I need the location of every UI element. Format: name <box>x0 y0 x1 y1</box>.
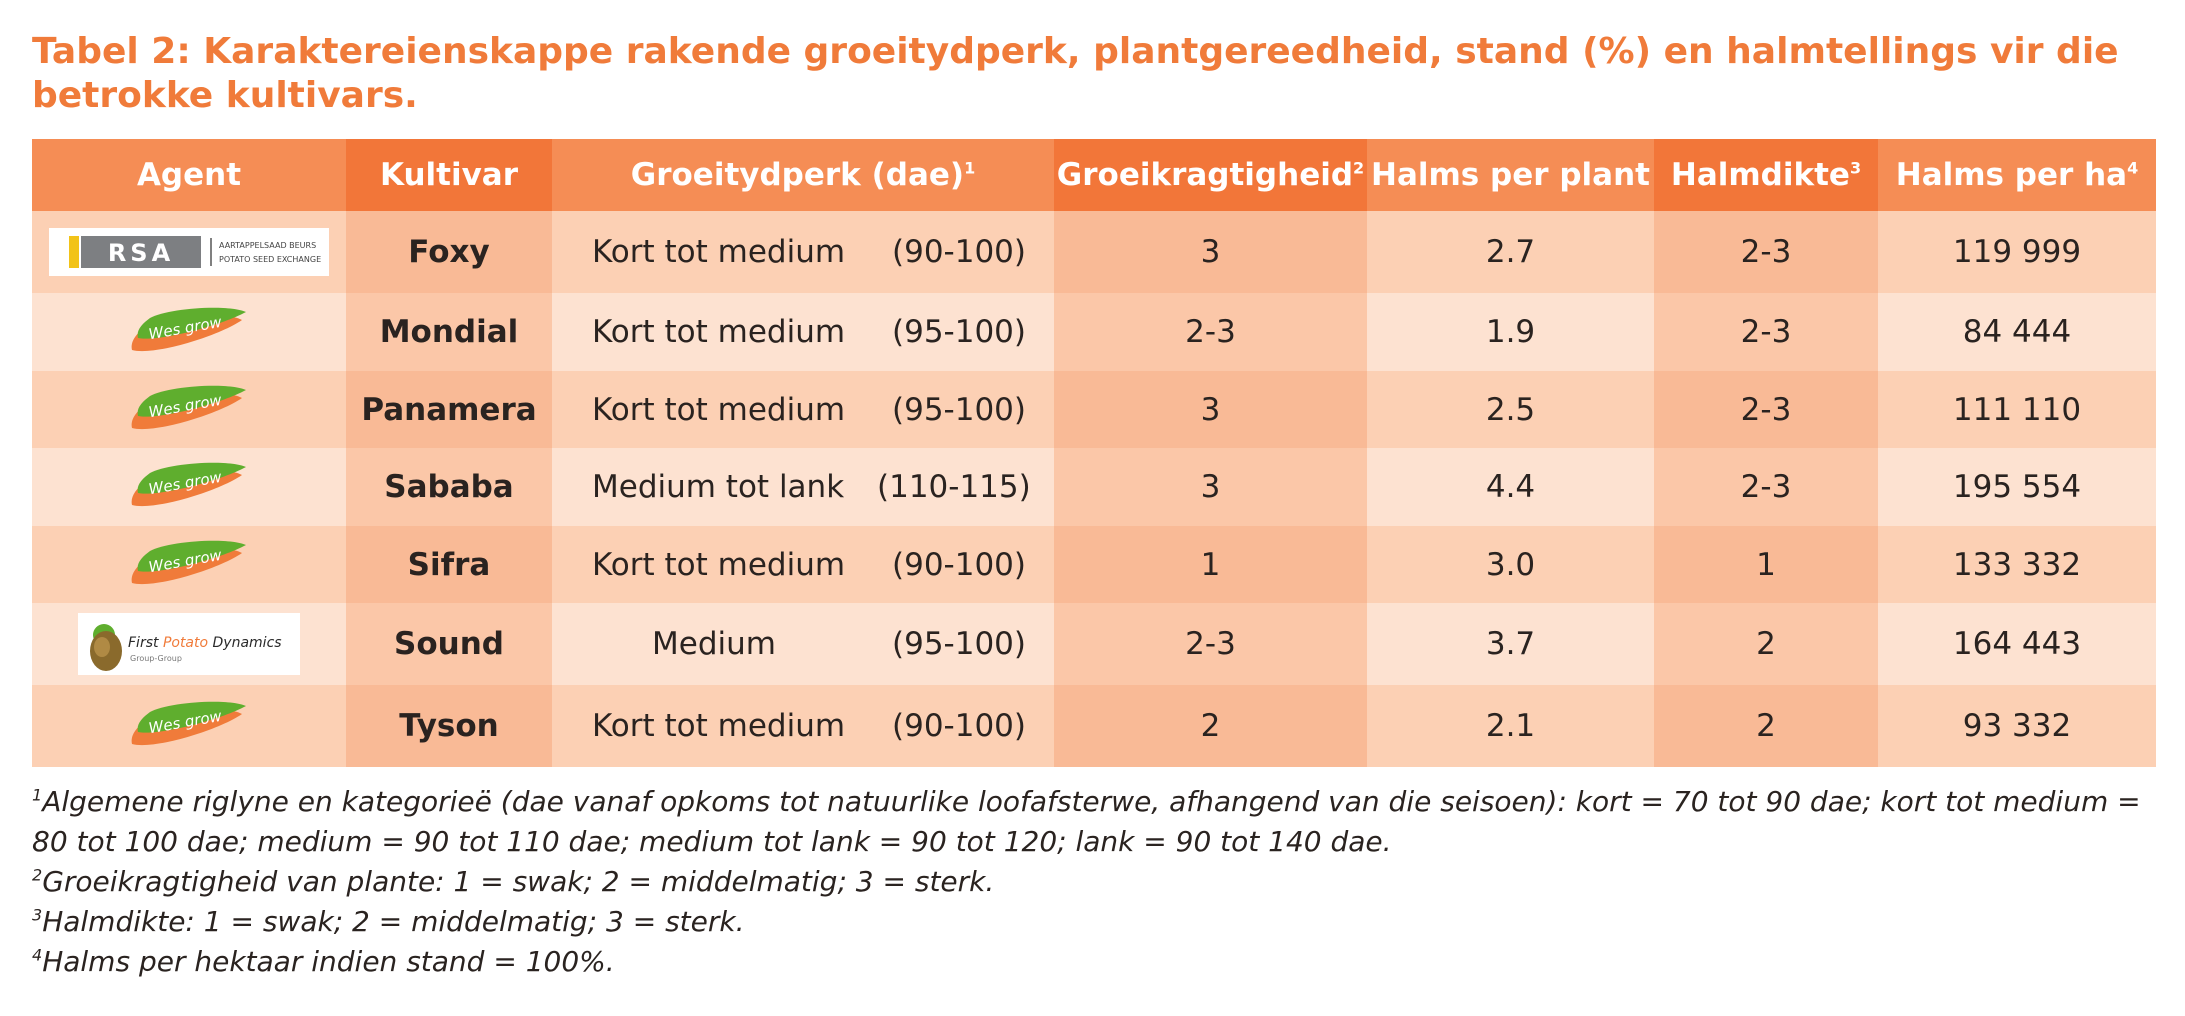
halms-per-ha-cell: 164 443 <box>1878 603 2156 685</box>
halmdikte-cell: 2-3 <box>1654 371 1878 448</box>
svg-text:Wes grow: Wes grow <box>147 467 224 499</box>
groeikragtigheid-cell: 3 <box>1054 371 1367 448</box>
agent-cell <box>32 603 346 685</box>
groeitydperk-cell: Kort tot medium (90-100) <box>552 526 1054 603</box>
header-halmdikte: Halmdikte$^3$ <box>1654 139 1878 211</box>
groeitydperk-cell: Kort tot medium (90-100) <box>552 685 1054 767</box>
svg-text:Wes grow: Wes grow <box>147 390 224 421</box>
footnote-2: $^2$Groeikragtigheid van plante: 1 = swak; 2 = middelmatig; 3 = sterk. <box>32 865 995 898</box>
svg-text:Wes grow: Wes grow <box>147 545 224 576</box>
groeikragtigheid-cell: 2 <box>1054 685 1367 767</box>
kultivar-cell: Sababa <box>346 448 552 526</box>
kultivar-cell: Sound <box>346 603 552 685</box>
halms-per-plant-cell: 1.9 <box>1367 293 1654 371</box>
table-title: Tabel 2: Karaktereienskappe rakende groeitydperk, plantgereedheid, stand (%) en halmtellings vir die betrokke kultivars. <box>32 31 2119 116</box>
groeikragtigheid-cell: 3 <box>1054 211 1367 293</box>
header-groeitydperk: Groeitydperk (dae)$^1$ <box>552 139 1054 211</box>
groeitydperk-cell: Kort tot medium (95-100) <box>552 371 1054 448</box>
svg-text:First Potato Dynamics: First Potato Dynamics <box>128 635 282 651</box>
halms-per-ha-cell: 93 332 <box>1878 685 2156 767</box>
table-row <box>32 211 2156 293</box>
groeitydperk-cell: Medium (95-100) <box>552 603 1054 685</box>
rsa-logo <box>49 228 329 276</box>
halms-per-plant-cell: 4.4 <box>1367 448 1654 526</box>
footnotes <box>32 782 2162 982</box>
agent-cell <box>32 685 346 767</box>
agent-cell <box>32 371 346 448</box>
halmdikte-cell: 2-3 <box>1654 448 1878 526</box>
kultivar-cell: Mondial <box>346 293 552 371</box>
wesgrow-logo <box>124 539 254 591</box>
footnote-1: $^1$Algemene riglyne en kategorieë (dae vanaf opkoms tot natuurlike loofafsterwe, afhangend van die seisoen): kort = 70 tot 90 dae; kort tot medium = 80 tot 100 dae; medium = 90 tot 110 dae; medium tot lank = 90 tot 120; lank = 90 tot 140 dae. <box>32 785 2141 858</box>
svg-text:AARTAPPELSAAD BEURS: AARTAPPELSAAD BEURS <box>219 241 317 250</box>
header-agent: Agent <box>32 139 346 211</box>
groeikragtigheid-cell: 1 <box>1054 526 1367 603</box>
kultivar-cell: Foxy <box>346 211 552 293</box>
halmdikte-cell: 2 <box>1654 603 1878 685</box>
halms-per-plant-cell: 3.0 <box>1367 526 1654 603</box>
header-row <box>32 139 2156 211</box>
table-row <box>32 371 2156 448</box>
halms-per-plant-cell: 3.7 <box>1367 603 1654 685</box>
groeitydperk-cell: Medium tot lank (110-115) <box>552 448 1054 526</box>
wesgrow-logo <box>124 306 254 358</box>
wesgrow-logo <box>124 700 254 752</box>
halms-per-plant-cell: 2.7 <box>1367 211 1654 293</box>
svg-text:Wes grow: Wes grow <box>147 312 224 344</box>
halms-per-ha-cell: 133 332 <box>1878 526 2156 603</box>
halmdikte-cell: 2-3 <box>1654 211 1878 293</box>
svg-text:RSA: RSA <box>107 239 175 267</box>
halmdikte-cell: 1 <box>1654 526 1878 603</box>
groeikragtigheid-cell: 2-3 <box>1054 293 1367 371</box>
table-row <box>32 526 2156 603</box>
agent-cell <box>32 448 346 526</box>
halms-per-plant-cell: 2.5 <box>1367 371 1654 448</box>
agent-cell <box>32 211 346 293</box>
halms-per-ha-cell: 195 554 <box>1878 448 2156 526</box>
agent-cell <box>32 526 346 603</box>
halms-per-ha-cell: 119 999 <box>1878 211 2156 293</box>
svg-text:Wes grow: Wes grow <box>147 706 224 738</box>
svg-text:Group-Group: Group-Group <box>130 654 182 663</box>
header-groeikragtigheid: Groeikragtigheid$^2$ <box>1054 139 1367 211</box>
table-row <box>32 603 2156 685</box>
groeikragtigheid-cell: 3 <box>1054 448 1367 526</box>
groeitydperk-cell: Kort tot medium (90-100) <box>552 211 1054 293</box>
table-row <box>32 293 2156 371</box>
table-row <box>32 685 2156 767</box>
halms-per-ha-cell: 111 110 <box>1878 371 2156 448</box>
agent-cell <box>32 293 346 371</box>
svg-text:POTATO SEED EXCHANGE: POTATO SEED EXCHANGE <box>219 255 322 264</box>
footnote-3: $^3$Halmdikte: 1 = swak; 2 = middelmatig; 3 = sterk. <box>32 905 745 938</box>
groeitydperk-cell: Kort tot medium (95-100) <box>552 293 1054 371</box>
kultivar-cell: Panamera <box>346 371 552 448</box>
kultivar-cell: Tyson <box>346 685 552 767</box>
table-row <box>32 448 2156 526</box>
halmdikte-cell: 2-3 <box>1654 293 1878 371</box>
header-kultivar: Kultivar <box>346 139 552 211</box>
header-halms-per-ha: Halms per $ha^4$ <box>1878 139 2156 211</box>
groeikragtigheid-cell: 2-3 <box>1054 603 1367 685</box>
footnote-4: $^4$Halms per hektaar indien stand = 100%. <box>32 945 615 978</box>
header-halms-per-plant: Halms per plant <box>1367 139 1654 211</box>
first-potato-dynamics-logo <box>78 613 300 675</box>
kultivar-cell: Sifra <box>346 526 552 603</box>
cultivar-table <box>32 139 2156 767</box>
halms-per-plant-cell: 2.1 <box>1367 685 1654 767</box>
halms-per-ha-cell: 84 444 <box>1878 293 2156 371</box>
wesgrow-logo <box>124 384 254 436</box>
wesgrow-logo <box>124 461 254 513</box>
halmdikte-cell: 2 <box>1654 685 1878 767</box>
